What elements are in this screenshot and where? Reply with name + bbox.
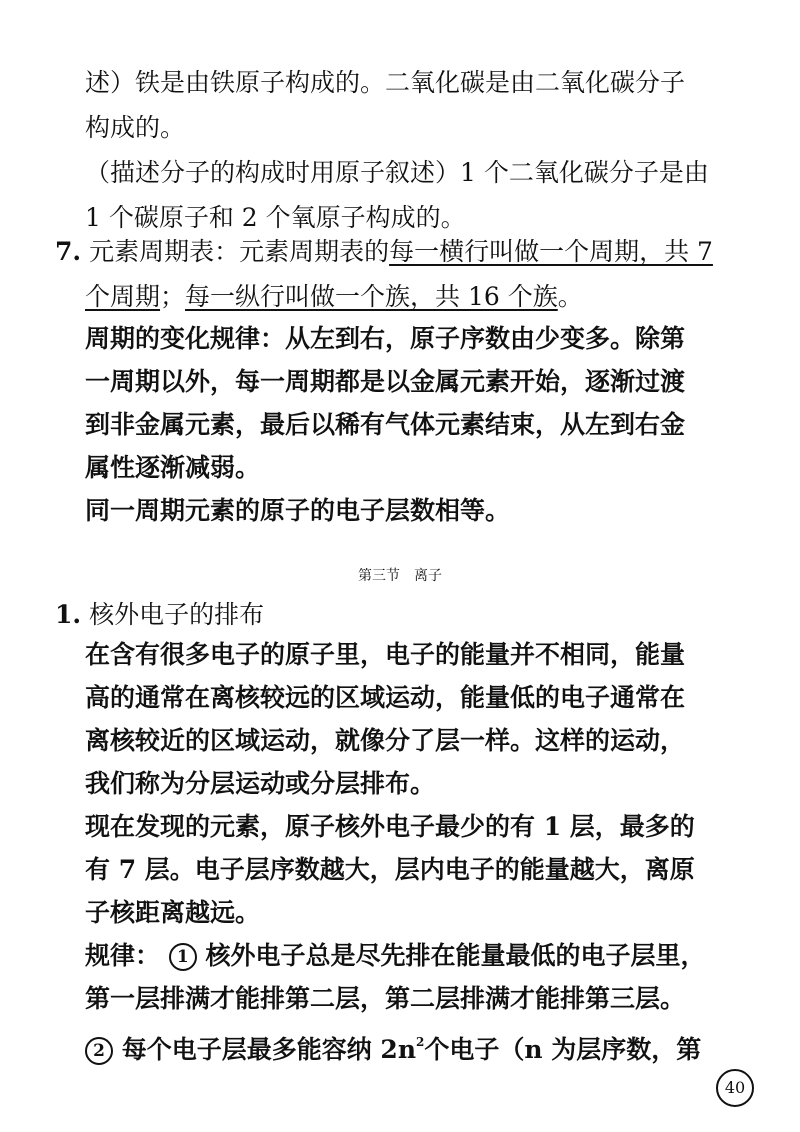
text-line: 同一周期元素的原子的电子层数相等。 [85, 496, 511, 525]
text-line: 子核距离越远。 [85, 898, 261, 927]
text-line: 高的通常在离核较远的区域运动，能量低的电子通常在 [85, 683, 686, 712]
text-segment: 核外电子总是尽先排在能量最低的电子层里， [205, 941, 706, 970]
text-segment: 个电子（n 为层序数，第 [424, 1035, 702, 1064]
text-segment: 。 [557, 282, 583, 311]
text-line: 我们称为分层运动或分层排布。 [85, 769, 436, 798]
text-segment: 元素周期表：元素周期表的 [89, 237, 390, 266]
item-heading: 核外电子的排布 [89, 600, 265, 629]
text-segment: 每个电子层最多能容纳 2n [121, 1035, 416, 1064]
circled-number-2: 2 [85, 1037, 113, 1065]
list-item-1 [55, 598, 264, 632]
text-segment: ； [160, 282, 186, 311]
text-line: 一周期以外，每一周期都是以金属元素开始，逐渐过渡 [85, 367, 686, 396]
circled-number-1: 1 [169, 943, 197, 971]
text-line: 在含有很多电子的原子里，电子的能量并不相同，能量 [85, 640, 686, 669]
text-line: 现在发现的元素，原子核外电子最少的有 1 层，最多的 [85, 812, 695, 841]
text-line: 到非金属元素，最后以稀有气体元素结束，从左到右金 [85, 410, 686, 439]
rule-line-2 [85, 1025, 701, 1067]
underlined-text: 每一纵行叫做一个族，共 16 个族 [185, 282, 558, 311]
rule-label: 规律： [85, 941, 161, 970]
text-line: （描述分子的构成时用原子叙述）1 个二氧化碳分子是由 [85, 158, 709, 187]
text-line: 构成的。 [85, 113, 186, 142]
list-number: 7. [55, 237, 82, 266]
text-line: 周期的变化规律：从左到右，原子序数由少变多。除第 [85, 324, 686, 353]
list-item-7 [55, 235, 713, 269]
page-number: 40 [716, 1069, 754, 1107]
text-line: 第一层排满才能排第二层，第二层排满才能排第三层。 [85, 984, 686, 1013]
superscript: 2 [416, 1035, 425, 1049]
underlined-text: 个周期 [85, 282, 161, 311]
text-line [85, 280, 583, 314]
section-title: 第三节 离子 [358, 568, 442, 584]
text-line: 述）铁是由铁原子构成的。二氧化碳是由二氧化碳分子 [85, 68, 686, 97]
text-line: 离核较近的区域运动，就像分了层一样。这样的运动， [85, 726, 686, 755]
list-number: 1. [55, 600, 82, 629]
underlined-text: 每一横行叫做一个周期，共 7 [389, 237, 713, 266]
text-line: 有 7 层。电子层序数越大，层内电子的能量越大，离原 [85, 855, 695, 884]
text-line: 属性逐渐减弱。 [85, 453, 261, 482]
text-line: 1 个碳原子和 2 个氧原子构成的。 [85, 203, 466, 232]
rule-line-1 [85, 939, 705, 973]
